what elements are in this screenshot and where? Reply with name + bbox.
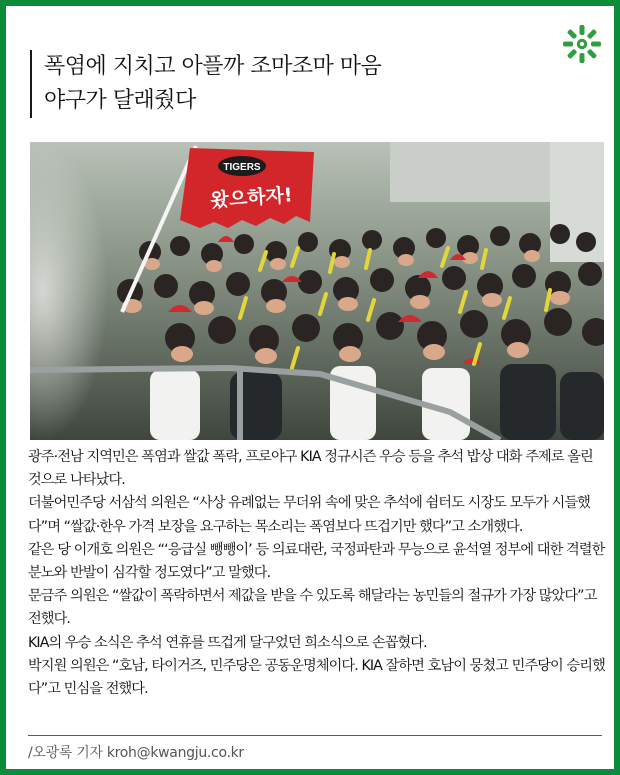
paragraph: 박지원 의원은 “호남, 타이거즈, 민주당은 공동운명체이다. KIA 잘하면 호남이 뭉쳤고 민주당이 승리했다”고 민심을 전했다. bbox=[28, 657, 605, 698]
paragraph: 문금주 의원은 “쌀값이 폭락하면서 제값을 받을 수 있도록 해달라는 농민들의 절규가 가장 많았다”고 전했다. bbox=[28, 588, 597, 628]
headline-line-1: 폭염에 지치고 아플까 조마조마 마음 bbox=[44, 54, 382, 79]
paragraph: 광주·전남 지역민은 폭염과 쌀값 폭락, 프로야구 KIA 정규시즌 우승 등을 추석 밥상 대화 주제로 올린 것으로 나타났다. bbox=[28, 449, 593, 489]
flag-slogan: 왔으하자! bbox=[209, 184, 294, 212]
article-body bbox=[28, 446, 608, 701]
paragraph: KIA의 우승 소식은 추석 연휴를 뜨겁게 달구었던 희소식으로 손꼽혔다. bbox=[28, 634, 427, 651]
paragraph: 같은 당 이개호 의원은 “‘응급실 뺑뺑이’ 등 의료대란, 국정파탄과 무능으로 윤석열 정부에 대한 격렬한 분노와 반발이 심각할 정도였다”고 말했다. bbox=[28, 541, 605, 582]
article-photo bbox=[30, 142, 604, 440]
paragraph: 더불어민주당 서삼석 의원은 “사상 유례없는 무더위 속에 맞은 추석에 쉼터도 시장도 모두가 시들했다”며 “쌀값·한우 가격 보장을 요구하는 목소리는 폭염보다 뜨겁기만 했다”고 소개했다. bbox=[28, 495, 590, 535]
headline-line-2: 야구가 달래줬다 bbox=[44, 88, 196, 113]
byline-divider bbox=[28, 735, 602, 736]
headline bbox=[30, 50, 550, 118]
byline: /오광록 기자 kroh@kwangju.co.kr bbox=[28, 745, 244, 761]
flag-team-label: TIGERS bbox=[223, 162, 261, 173]
stadium-crowd-photo bbox=[30, 142, 604, 440]
newspaper-logo-icon bbox=[558, 22, 606, 66]
